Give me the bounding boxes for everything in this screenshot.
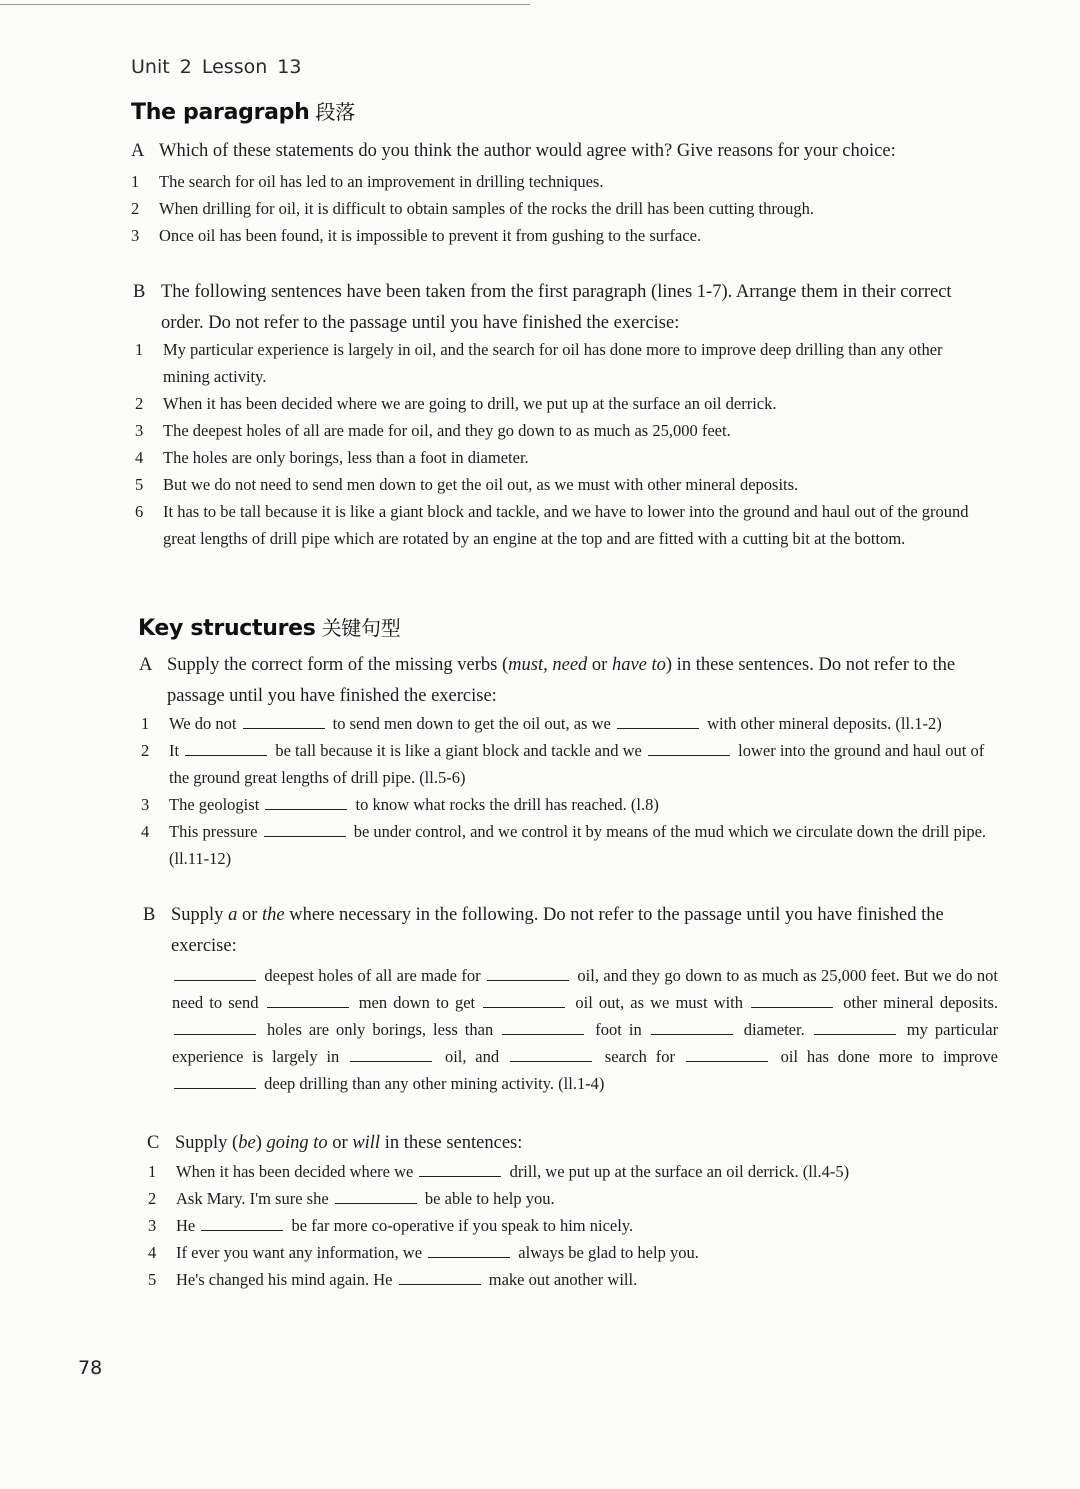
item-number: 3: [148, 1216, 157, 1235]
item-text-part: with other mineral deposits. (ll.1-2): [707, 714, 942, 733]
answer-blank[interactable]: [648, 741, 730, 756]
answer-blank[interactable]: [502, 1020, 584, 1035]
passage-text-part: diameter.: [743, 1020, 805, 1039]
item-text-part: make out another will.: [488, 1270, 638, 1289]
list-item: [148, 1158, 998, 1185]
item-number: 3: [141, 795, 150, 814]
list-item: [135, 498, 993, 552]
passage-text-part: my particular experience is largely in: [172, 1020, 999, 1066]
passage-text-part: deepest holes of all are made for: [264, 966, 481, 985]
section-prompt: Which of these statements do you think the author would agree with? Give reasons for your choice:: [159, 141, 896, 161]
passage-text-part: search for: [604, 1047, 675, 1066]
answer-blank[interactable]: [267, 993, 349, 1008]
item-number: 1: [148, 1162, 157, 1181]
item-number: 1: [141, 714, 150, 733]
item-text: The search for oil has led to an improvement in drilling techniques.: [159, 172, 604, 191]
item-number: 4: [141, 822, 150, 841]
list-item: [141, 737, 997, 791]
list-item: [141, 818, 997, 872]
item-text-part: If ever you want any information, we: [176, 1243, 423, 1262]
item-text-part: be able to help you.: [424, 1189, 555, 1208]
item-number: 2: [148, 1189, 157, 1208]
heading-paragraph: [131, 96, 355, 125]
item-text: My particular experience is largely in oil, and the search for oil has done more to improve deep drilling than any other mining activity.: [163, 340, 943, 386]
key-exercise-c: [147, 1128, 997, 1159]
item-number: 2: [131, 199, 140, 218]
paragraph-exercise-b: [133, 277, 993, 339]
list-item: [148, 1185, 998, 1212]
passage-text-part: oil out, as we must with: [575, 993, 744, 1012]
item-text-part: lower into the ground and haul out of the ground great lengths of drill pipe. (ll.5-6): [169, 741, 985, 787]
answer-blank[interactable]: [483, 993, 565, 1008]
list-item: [135, 390, 993, 417]
item-text-part: This pressure: [169, 822, 258, 841]
section-prompt: Supply a or the where necessary in the following. Do not refer to the passage until you have finished the exercise:: [171, 905, 944, 956]
list-item: [131, 168, 971, 195]
answer-blank[interactable]: [751, 993, 833, 1008]
item-text: Once oil has been found, it is impossible to prevent it from gushing to the surface.: [159, 226, 702, 245]
item-text-part: to send men down to get the oil out, as we: [332, 714, 611, 733]
paragraph-a-list: [131, 168, 971, 249]
item-number: 5: [148, 1270, 157, 1289]
item-number: 1: [131, 172, 140, 191]
passage-text-part: men down to get: [358, 993, 476, 1012]
answer-blank[interactable]: [419, 1162, 501, 1177]
item-number: 3: [135, 421, 144, 440]
answer-blank[interactable]: [201, 1216, 283, 1231]
item-text: The holes are only borings, less than a foot in diameter.: [163, 448, 529, 467]
passage-text-part: deep drilling than any other mining activity. (ll.1-4): [264, 1074, 605, 1093]
list-item: [141, 791, 997, 818]
section-tag: C: [147, 1133, 160, 1153]
section-tag: B: [143, 905, 156, 925]
paragraph-b-list: [135, 336, 993, 552]
list-item: [135, 417, 993, 444]
item-number: 6: [135, 502, 144, 521]
passage-text-part: oil, and: [444, 1047, 500, 1066]
paragraph-exercise-a: [131, 136, 971, 167]
item-number: 1: [135, 340, 144, 359]
list-item: [135, 471, 993, 498]
item-text: But we do not need to send men down to get the oil out, as we must with other mineral deposits.: [163, 475, 799, 494]
heading-key-cn: 关键句型: [321, 616, 401, 640]
answer-blank[interactable]: [174, 966, 256, 981]
item-number: 2: [141, 741, 150, 760]
item-text-part: to know what rocks the drill has reached. (l.8): [355, 795, 659, 814]
answer-blank[interactable]: [510, 1047, 592, 1062]
answer-blank[interactable]: [174, 1074, 256, 1089]
item-text-part: He's changed his mind again. He: [176, 1270, 393, 1289]
item-text-part: be tall because it is like a giant block and tackle and we: [275, 741, 642, 760]
list-item: [131, 222, 971, 249]
answer-blank[interactable]: [399, 1270, 481, 1285]
section-prompt: Supply the correct form of the missing verbs (must, need or have to) in these sentences. Do not refer to the passage until you have finished the exercise:: [167, 655, 956, 706]
answer-blank[interactable]: [686, 1047, 768, 1062]
list-item: [141, 710, 997, 737]
unit-label: Unit 2: [131, 56, 192, 78]
list-item: [148, 1266, 998, 1293]
heading-paragraph-title: The paragraph: [131, 100, 310, 125]
item-text-part: He: [176, 1216, 196, 1235]
section-tag: A: [139, 655, 153, 675]
answer-blank[interactable]: [814, 1020, 896, 1035]
item-number: 3: [131, 226, 140, 245]
list-item: [131, 195, 971, 222]
heading-key-structures: [138, 612, 400, 641]
item-text-part: Ask Mary. I'm sure she: [176, 1189, 329, 1208]
key-a-list: [141, 710, 997, 872]
item-text-part: always be glad to help you.: [518, 1243, 699, 1262]
item-text-part: be far more co-operative if you speak to him nicely.: [291, 1216, 634, 1235]
heading-paragraph-cn: 段落: [315, 100, 355, 124]
item-text-part: It: [169, 741, 180, 760]
key-exercise-b: [143, 900, 999, 962]
list-item: [148, 1239, 998, 1266]
key-c-list: [148, 1158, 998, 1293]
list-item: [148, 1212, 998, 1239]
key-b-passage: [172, 962, 998, 1097]
heading-key-title: Key structures: [138, 616, 316, 641]
answer-blank[interactable]: [428, 1243, 510, 1258]
list-item: [135, 444, 993, 471]
item-text: It has to be tall because it is like a giant block and tackle, and we have to lower into the ground and haul out of the ground great lengths of drill pipe which are rotated by an engine at the top and are fitted with a cutting bit at the bottom.: [163, 502, 969, 548]
item-number: 5: [135, 475, 144, 494]
passage-text-part: other mineral deposits.: [843, 993, 999, 1012]
answer-blank[interactable]: [617, 714, 699, 729]
item-number: 4: [148, 1243, 157, 1262]
section-prompt: The following sentences have been taken from the first paragraph (lines 1-7). Arrange them in their correct order. Do not refer to the passage until you have finished the exercise:: [161, 282, 952, 333]
item-number: 2: [135, 394, 144, 413]
section-tag: B: [133, 282, 146, 302]
passage-text-part: oil, and they go down to as much as 25,000 feet. But we do not need to send: [172, 966, 999, 1012]
answer-blank[interactable]: [264, 822, 346, 837]
answer-blank[interactable]: [265, 795, 347, 810]
section-tag: A: [131, 141, 145, 161]
item-text-part: be under control, and we control it by means of the mud which we circulate down the drill pipe. (ll.11-12): [169, 822, 987, 868]
passage-text-part: foot in: [595, 1020, 642, 1039]
item-text: The deepest holes of all are made for oil, and they go down to as much as 25,000 feet.: [163, 421, 731, 440]
passage-text-part: holes are only borings, less than: [267, 1020, 494, 1039]
list-item: [135, 336, 993, 390]
answer-blank[interactable]: [174, 1020, 256, 1035]
page-number: 78: [78, 1357, 103, 1379]
answer-blank[interactable]: [487, 966, 569, 981]
passage-text-part: oil has done more to improve: [780, 1047, 998, 1066]
key-exercise-a: [139, 650, 997, 712]
lesson-label: Lesson 13: [201, 56, 302, 78]
item-text-part: When it has been decided where we: [176, 1162, 414, 1181]
answer-blank[interactable]: [350, 1047, 432, 1062]
answer-blank[interactable]: [651, 1020, 733, 1035]
item-text-part: The geologist: [169, 795, 260, 814]
item-text: When it has been decided where we are going to drill, we put up at the surface an oil derrick.: [163, 394, 777, 413]
answer-blank[interactable]: [185, 741, 267, 756]
item-text: When drilling for oil, it is difficult to obtain samples of the rocks the drill has been cutting through.: [159, 199, 814, 218]
unit-lesson-header: [131, 56, 301, 78]
item-text-part: We do not: [169, 714, 237, 733]
answer-blank[interactable]: [335, 1189, 417, 1204]
item-number: 4: [135, 448, 144, 467]
item-text-part: drill, we put up at the surface an oil derrick. (ll.4-5): [509, 1162, 850, 1181]
answer-blank[interactable]: [243, 714, 325, 729]
top-rule: [0, 4, 530, 5]
section-prompt: Supply (be) going to or will in these sentences:: [175, 1133, 523, 1153]
